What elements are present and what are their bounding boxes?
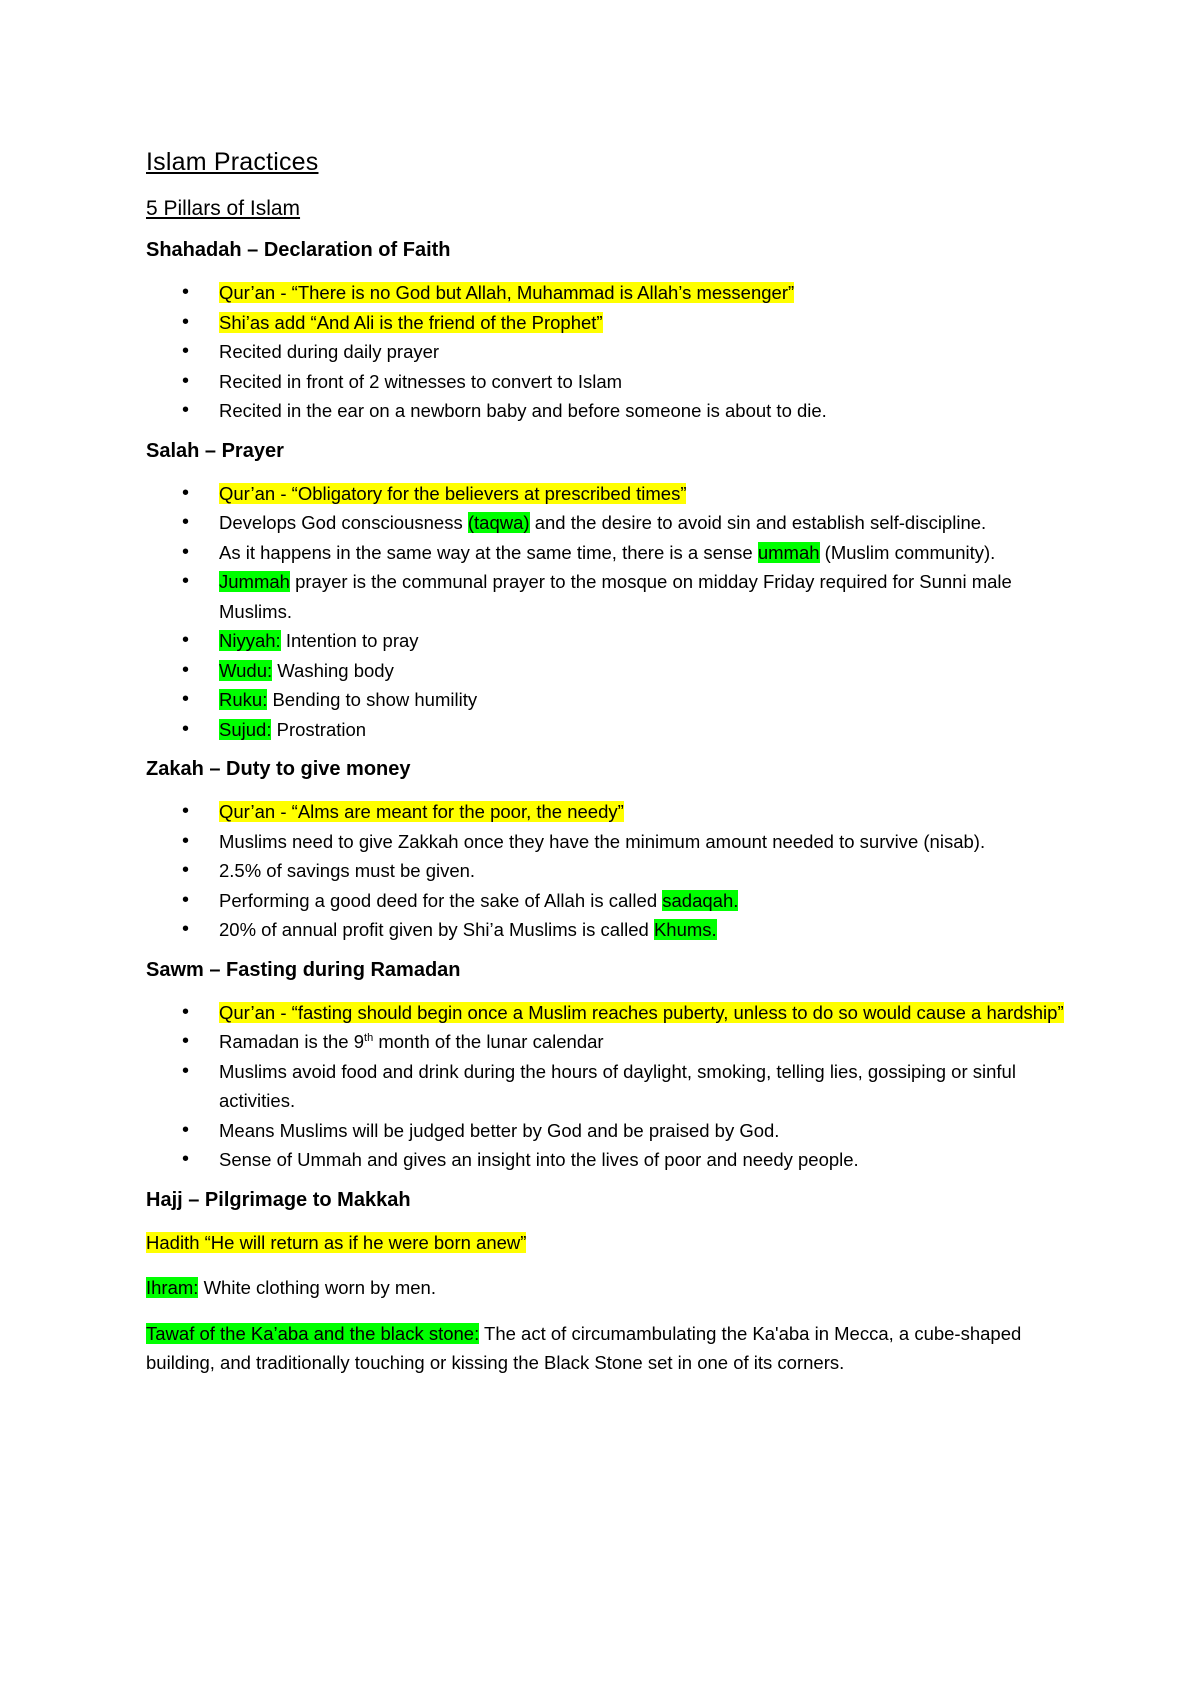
shia-addition: Shi’as add “And Ali is the friend of the Prophet” <box>219 311 603 333</box>
shahadah-list <box>146 278 1076 426</box>
key-term: Niyyah: <box>219 630 281 651</box>
list-item: • As it happens in the same way at the same time, there is a sense ummah (Muslim community). <box>146 538 1076 568</box>
salah-list <box>146 479 1076 745</box>
list-item: • Sense of Ummah and gives an insight into the lives of poor and needy people. <box>146 1145 1076 1175</box>
list-item: • 20% of annual profit given by Shi’a Muslims is called Khums. <box>146 915 1076 945</box>
key-term: ummah <box>757 541 820 563</box>
quran-quote: Qur’an - “Obligatory for the believers at prescribed times” <box>219 482 687 504</box>
list-item <box>146 797 1076 827</box>
list-item: • Muslims avoid food and drink during the hours of daylight, smoking, telling lies, gossiping or sinful activities. <box>146 1057 1076 1116</box>
list-item: • Develops God consciousness (taqwa) and the desire to avoid sin and establish self-discipline. <box>146 508 1076 538</box>
list-item: • Recited during daily prayer <box>146 337 1076 367</box>
list-item: • Recited in front of 2 witnesses to convert to Islam <box>146 367 1076 397</box>
list-item: • Ramadan is the 9th month of the lunar calendar <box>146 1027 1076 1057</box>
list-item: • Niyyah: Intention to pray <box>146 626 1076 656</box>
list-item: • Ruku: Bending to show humility <box>146 685 1076 715</box>
key-term: Tawaf of the Ka’aba and the black stone: <box>146 1322 480 1344</box>
list-item <box>146 998 1076 1028</box>
tawaf-paragraph: Tawaf of the Ka’aba and the black stone: The act of circumambulating the Ka'aba in Mecca, a cube-shaped building, and traditionally touching or kissing the Black Stone set in one of its corners. <box>146 1322 1022 1373</box>
list-item: • Sujud: Prostration <box>146 715 1076 745</box>
key-term: Jummah <box>219 571 290 592</box>
quran-quote: Qur’an - “There is no God but Allah, Muhammad is Allah’s messenger” <box>219 282 795 303</box>
ihram-paragraph: Ihram: White clothing worn by men. <box>146 1277 436 1298</box>
key-term: sadaqah. <box>662 889 739 911</box>
list-item <box>146 479 1076 509</box>
hajj-heading: Hajj – Pilgrimage to Makkah <box>146 1188 411 1211</box>
key-term: Ihram: <box>146 1277 199 1298</box>
list-item: • Recited in the ear on a newborn baby and before someone is about to die. <box>146 396 1076 426</box>
sawm-list <box>146 998 1076 1175</box>
quran-quote: Qur’an - “fasting should begin once a Muslim reaches puberty, unless to do so would cause a hardship” <box>219 1001 1064 1023</box>
key-term: Sujud: <box>219 718 272 740</box>
shahadah-heading: Shahadah – Declaration of Faith <box>146 239 451 261</box>
list-item <box>146 308 1076 338</box>
list-item <box>146 278 1076 308</box>
list-item: • Wudu: Washing body <box>146 656 1076 686</box>
hadith-quote: Hadith “He will return as if he were born anew” <box>146 1231 527 1253</box>
list-item: • 2.5% of savings must be given. <box>146 856 1076 886</box>
zakah-list <box>146 797 1076 945</box>
list-item: • Jummah prayer is the communal prayer to the mosque on midday Friday required for Sunni male Muslims. <box>146 567 1076 626</box>
document-page <box>146 148 1076 1394</box>
zakah-heading: Zakah – Duty to give money <box>146 758 411 780</box>
sawm-heading: Sawm – Fasting during Ramadan <box>146 958 461 981</box>
list-item: • Means Muslims will be judged better by God and be praised by God. <box>146 1116 1076 1146</box>
list-item: • Muslims need to give Zakkah once they have the minimum amount needed to survive (nisab). <box>146 827 1076 857</box>
key-term: Wudu: <box>219 659 273 681</box>
salah-heading: Salah – Prayer <box>146 439 284 462</box>
list-item: • Performing a good deed for the sake of Allah is called sadaqah. <box>146 886 1076 916</box>
document-title: Islam Practices <box>146 148 319 176</box>
key-term: (taqwa) <box>467 512 530 533</box>
quran-quote: Qur’an - “Alms are meant for the poor, the needy” <box>219 801 624 822</box>
hadith-paragraph <box>146 1228 1076 1258</box>
key-term: Ruku: <box>219 689 268 710</box>
document-subtitle: 5 Pillars of Islam <box>146 197 301 220</box>
key-term: Khums. <box>653 919 717 940</box>
